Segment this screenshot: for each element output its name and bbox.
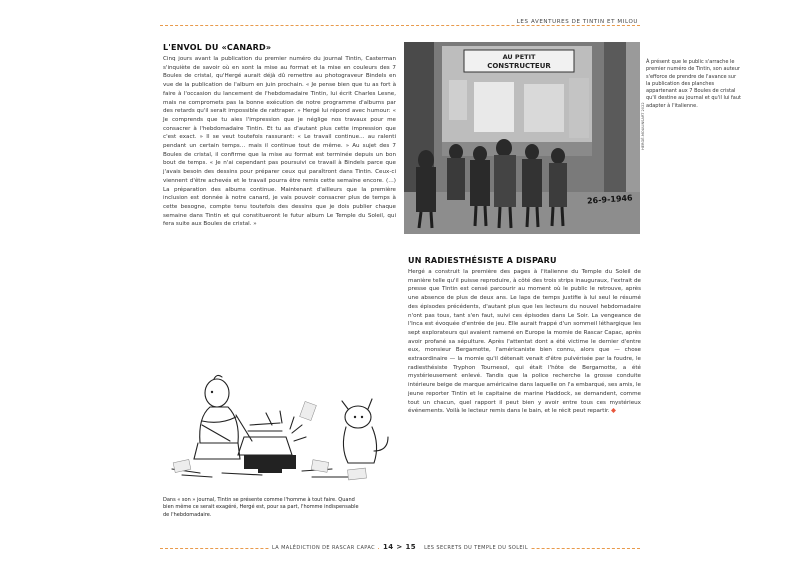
left-article-title: L'ENVOL DU «CANARD» [163,43,272,52]
left-article-paragraph: Cinq jours avant la publication du premier numéro du journal Tintin, Casterman s'inquiète de savoir où en sont la mise au format et la mise en couleurs des 7 Boules de cristal, qu'Hergé aurait déjà dû remettre au photograveur Bindels en vue de la publication de l'album en juin prochain. « Je pense bien que tu as fort à faire à l'occasion du lancement de l'hebdomadaire Tintin, lui écrit Charles Lesne, mais ne compromets pas la bonne exécution de notre programme d'albums par des retards qu'il serait impossible de rattraper. » Hergé lui répond avec humour: « Je comprends que tu aies l'impression que je néglige nos travaux pour me consacrer à l'hebdomadaire Tintin. Et tu as d'autant plus cette impression que c'est exact. » Il se veut toutefois rassurant: « Le travail continue… au ralenti pendant un certain temps… mais il continue tout de même. » Au sujet des 7 Boules de cristal, il confirme que la mise au format est terminée depuis un bon bout de temps. « Je n'ai cependant pas poursuivi ce travail à Bindels parce que j'avais besoin des dessins pour préparer ceux qui paraîtront dans Tintin. Ceux-ci viennent d'être achevés et le travail pourra être remis cette semaine encore. (…) La préparation des albums continue. Maintenant d'ailleurs que la première inclusion est donnée à notre canard, je vais pouvoir consacrer plus de temps à cette besogne, compte tenu toutefois des dessins que je dois publier chaque semaine dans Tintin et qui constitueront le futur album Le Temple du Soleil, qui fera suite aux Boules de cristal. » [163,56,396,228]
footer-left-title: LA MALÉDICTION DE RASCAR CAPAC [269,545,378,551]
footer-right-title: LES SECRETS DU TEMPLE DU SOLEIL [421,545,531,551]
tintin-typewriter-drawing [162,373,396,491]
left-article-body [163,55,396,229]
drawing-caption: Dans « son » journal, Tintin se présente comme l'homme à tout faire. Quand bien même ce serait exagéré, Hergé est, pour sa part, l'homme indispensable de l'hebdomadaire. [163,497,359,518]
page-numbers: 14 > 15 [380,543,419,551]
running-title: LES AVENTURES DE TINTIN ET MILOU [513,19,638,25]
top-dashed-rule [160,25,640,26]
photo-credit: HERGÉ-MOULINSART 2022 [641,102,645,150]
photo-caption: À présent que le public s'arrache le premier numéro de Tintin, son auteur s'efforce de prendre de l'avance sur la publication des planches appartenant aux 7 Boules de cristal qu'il destine au journal et qu'il lui faut adapter à l'italienne. [646,59,741,109]
shop-window-photo [404,42,640,234]
right-article-paragraph-text: Hergé a construit la première des pages à l'italienne du Temple du Soleil de manière telle qu'il puisse reproduire, à côté des trois strips inauguraux, l'extrait de presse que Tintin est censé parcourir au moment où le public le retrouve, après une absence de plus de deux ans. Le laps de temps justifie à lui seul le résumé des épisodes précédents, d'autant plus que les lecteurs du nouvel hebdomadaire n'ont pas tous, tant s'en faut, suivi ces épisodes dans Le Soir. La vengeance de l'Inca est évoquée d'entrée de jeu. Elle aurait frappé d'un sommeil léthargique les sept explorateurs qui avaient ramené en Europe la momie de Rascar Capac, après avoir profané sa sépulture. Après l'attentat dont a été victime le dernier d'entre eux, monsieur Bergamotte, l'américaniste bien connu, alors que — chose extraordinaire — la momie qu'il détenait venait d'être pulvérisée par la foudre, le radiesthésiste Tryphon Tournesol, qui était l'hôte de Bergamotte, a été mystérieusement enlevé. Tandis que la police recherche la grosse conduite intérieure beige de marque américaine dans laquelle on l'a embarqué, ses amis, le jeune reporter Tintin et le capitaine de marine Haddock, se demandent, comme tout un chacun, quel rapport il peut bien y avoir entre tous ces mystérieux événements. Voilà le lecteur remis dans le bain, et le récit peut repartir. [408,269,641,415]
right-article-title: UN RADIESTHÉSISTE A DISPARU [408,256,557,265]
photo-date-mark: 26-9-1946 [586,193,633,206]
shop-sign-bottom: CONSTRUCTEUR [487,62,551,70]
shop-sign-top: AU PETIT [502,53,536,61]
page-footer [0,543,800,551]
right-article-paragraph [408,268,641,416]
end-mark-icon [611,408,616,413]
right-article-body [408,268,641,416]
